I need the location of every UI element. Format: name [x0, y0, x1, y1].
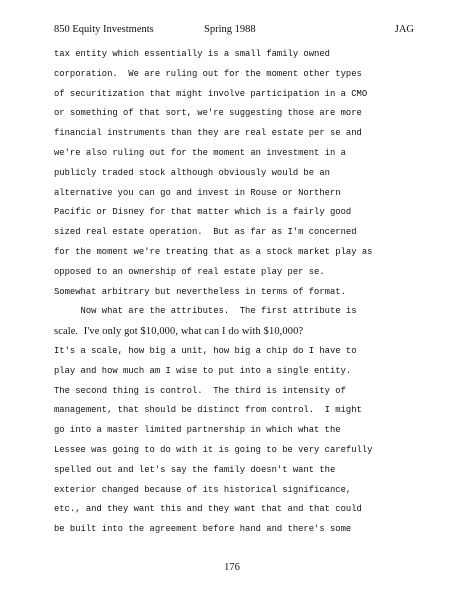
transcript-body [54, 45, 434, 540]
text-line: exterior changed because of its historical significance, [54, 484, 352, 495]
text-line: sized real estate operation. But as far as I'm concerned [54, 227, 357, 238]
page-header [54, 24, 414, 38]
text-line: Lessee was going to do with it is going to be very carefully [54, 444, 373, 455]
text-line: It's a scale, how big a unit, how big a chip do I have to [54, 345, 357, 356]
text-line: spelled out and let's say the family doesn't want the [54, 464, 336, 475]
text-line: of securitization that might involve participation in a CMO [54, 88, 368, 99]
text-line: etc., and they want this and they want that and that could [54, 504, 362, 515]
text-line: or something of that sort, we're suggesting those are more [54, 108, 362, 119]
text-line: tax entity which essentially is a small family owned [54, 49, 330, 59]
text-line: Somewhat arbitrary but nevertheless in terms of format. [54, 286, 346, 297]
text-line: opposed to an ownership of real estate play per se. [54, 266, 325, 277]
text-line: The second thing is control. The third is intensity of [54, 385, 346, 396]
text-line: scale. I've only got $10,000, what can I do with $10,000? [54, 326, 304, 338]
text-line: alternative you can go and invest in Rouse or Northern [54, 187, 341, 198]
text-line: Now what are the attributes. The first attribute is [54, 306, 357, 317]
text-line: for the moment we're treating that as a stock market play as [54, 246, 373, 257]
text-line: publicly traded stock although obviously would be an [54, 167, 330, 178]
page-number: 176 [224, 562, 240, 573]
text-line: Pacific or Disney for that matter which is a fairly good [54, 207, 352, 218]
header-initials: JAG [394, 24, 414, 35]
text-line: play and how much am I wise to put into a single entity. [54, 365, 352, 376]
text-line: we're also ruling out for the moment an investment in a [54, 147, 346, 158]
text-line: go into a master limited partnership in which what the [54, 425, 341, 436]
text-line: management, that should be distinct from control. I might [54, 405, 362, 416]
text-line: corporation. We are ruling out for the moment other types [54, 68, 362, 79]
header-course-title: 850 Equity Investments [54, 24, 154, 35]
header-term: Spring 1988 [204, 24, 256, 35]
text-line: be built into the agreement before hand and there's some [54, 524, 352, 535]
text-line: financial instruments than they are real estate per se and [54, 128, 362, 139]
